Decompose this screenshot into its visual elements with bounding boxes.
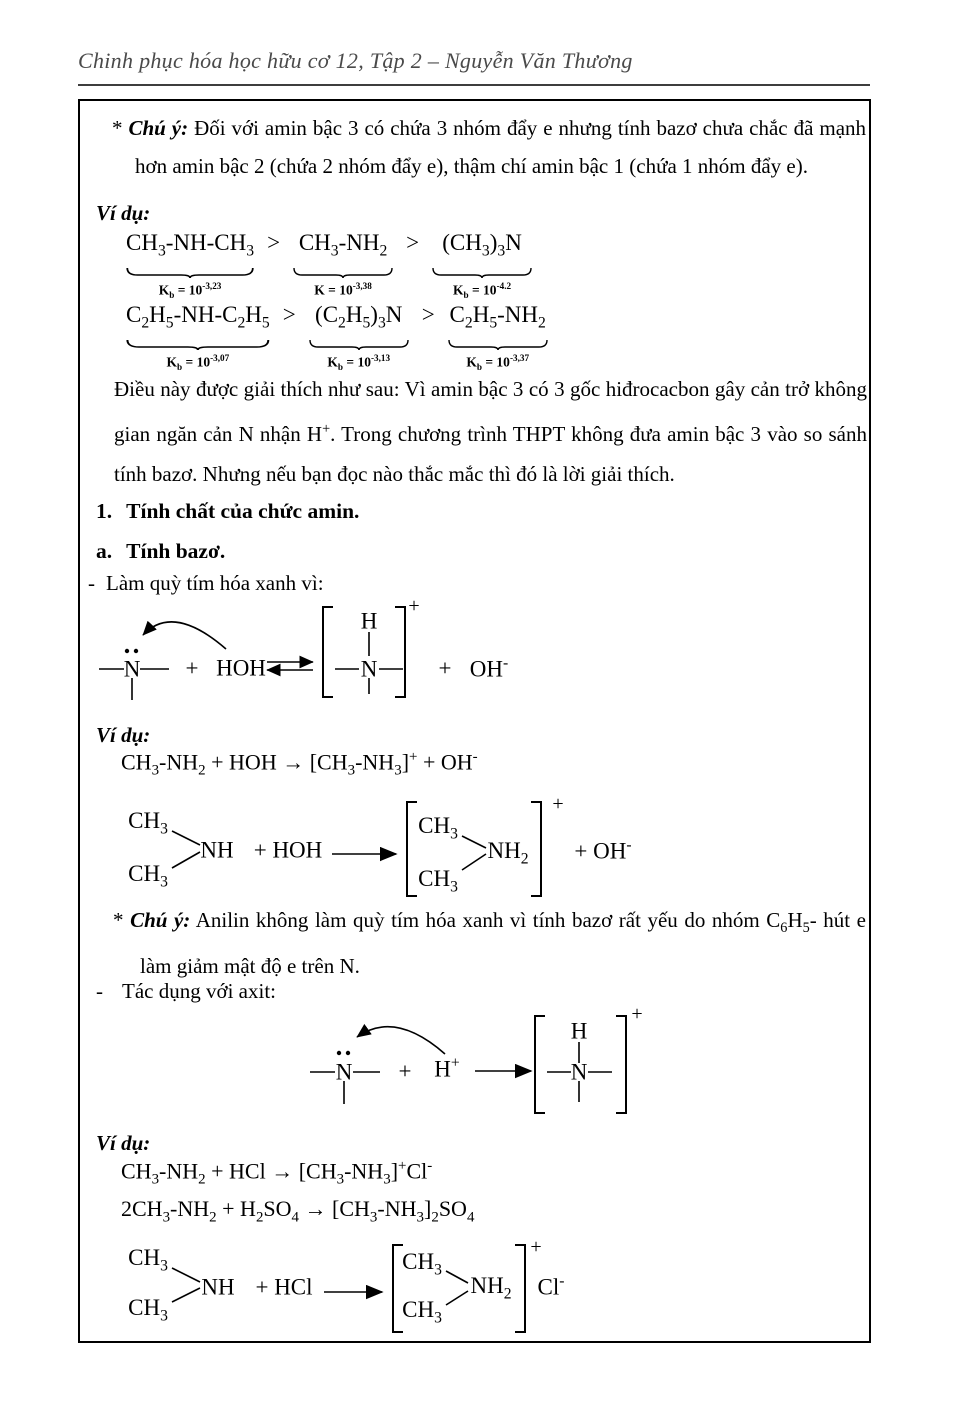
compound-group [126,301,270,372]
compound-group [309,301,409,372]
greater-than-sign: > [406,230,420,255]
note-label: Chú ý: [128,116,189,140]
right-bracket [531,801,542,897]
greater-than-sign: > [421,302,435,327]
kb-value: $K_b = 10^{-3,07}$ [166,352,230,372]
structure-diagram-hcl [81,1236,866,1336]
header-divider [78,84,870,86]
bullet-marker: - [96,979,103,1003]
bullet-quy-tim [88,571,324,596]
left-bracket [322,606,333,698]
methyl-group: $CH_3$ [128,1294,168,1325]
underbrace [126,339,270,351]
greater-than-sign: > [267,230,281,255]
nh-group: NH [201,1274,235,1300]
greater-than-sign: > [282,302,296,327]
left-bracket [406,801,417,897]
bullet-marker: - [88,571,95,595]
methyl-group: $CH_3$ [418,865,458,896]
methyl-group: $CH_3$ [418,812,458,843]
methyl-group: $CH_3$ [128,860,168,891]
note-anilin [96,901,866,985]
compound-group [448,301,548,372]
basicity-comparison-row-1 [126,229,532,300]
structure-hoh-graphics [81,793,866,901]
section-heading-1a [96,539,225,564]
nitrogen-atom: N [335,1059,353,1085]
equation-hcl: $CH_3-NH_2$ + HCl → $[CH_3-NH_3]^+Cl^-$ [121,1158,433,1188]
note-marker: * [112,116,123,140]
kb-value: $K_b = 10^{-4.2}$ [452,280,512,300]
underbrace [309,339,409,351]
right-bracket [515,1244,526,1333]
underbrace [126,267,254,279]
plus-hoh: + HOH [253,837,323,863]
kb-value: $K = 10^{-3,38}$ [314,280,372,298]
chloride-label: Cl- [537,1272,565,1300]
mechanism-acid-graphics [81,1003,866,1133]
water-label: HOH [216,655,266,681]
compound-group [293,229,393,298]
nitrogen-atom: N [570,1059,588,1085]
nh-group: NH [200,837,234,863]
plus-sign: + [398,1058,412,1084]
example-label-1: Ví dụ: [96,201,151,225]
methyl-group: $CH_3$ [402,1296,442,1327]
content-box [78,99,871,1343]
hydrogen-atom: H [570,1018,588,1044]
right-bracket [395,606,406,698]
compound-group [432,229,532,300]
right-bracket [616,1015,627,1114]
kb-value: $K_b = 10^{-3,13}$ [327,352,391,372]
compound-formula: $C_2H_5-NH-C_2H_5$ [126,302,270,332]
example-label-3: Ví dụ: [96,1131,151,1155]
note-marker: * [113,908,124,932]
kb-value: $K_b = 10^{-3,37}$ [466,352,530,372]
equation-hoh: $CH_3-NH_2$ + HOH → $[CH_3-NH_3]^+ + OH^-$ [121,749,478,779]
underbrace [448,339,548,351]
compound-formula: $C_2H_5-NH_2$ [449,302,546,332]
plus-hydroxide: + OH- [574,836,632,864]
positive-charge: + [552,793,564,815]
underbrace [293,267,393,279]
proton-label: H+ [434,1054,460,1082]
structure-diagram-hoh [81,793,866,901]
section-title: Tính chất của chức amin. [126,499,360,523]
kb-value: $K_b = 10^{-3,23}$ [158,280,222,300]
example-label-2: Ví dụ: [96,723,151,747]
compound-formula: $(C_2H_5)_3N$ [315,302,403,332]
note-text: Đối với amin bậc 3 có chứa 3 nhóm đẩy e nhưng tính bazơ chưa chắc đã mạnh hơn amin bậc 2 (chứa 2 nhóm đẩy e), thậm chí amin bậc 1 (chứa 1 nhóm đẩy e). [135,116,867,178]
section-title: Tính bazơ. [126,539,226,563]
methyl-group: $CH_3$ [128,807,168,838]
explanation-paragraph: Điều này được giải thích như sau: Vì amin bậc 3 có 3 gốc hiđrocacbon gây cản trở không gian ngăn cản N nhận H+. Trong chương trình THPT không đưa amin bậc 3 vào so sánh tính bazơ. Nhưng nếu bạn đọc nào thắc mắc thì đó là lời giải thích. [114,377,867,486]
curved-electron-arrow [357,1027,445,1054]
bullet-axit [96,979,276,1004]
hydroxide-label: OH- [469,654,509,682]
curved-electron-arrow [143,622,226,649]
nh2-group: $NH_2$ [470,1272,512,1303]
note-amine-tertiary [96,109,866,185]
underbrace [432,267,532,279]
methyl-group: $CH_3$ [402,1248,442,1279]
compound-group [126,229,254,300]
section-number: 1. [96,499,113,523]
plus-sign: + [185,655,199,681]
note-label: Chú ý: [130,908,191,932]
methyl-group: $CH_3$ [128,1244,168,1275]
section-number: a. [96,539,113,563]
equation-h2so4: $2CH_3-NH_2 + H_2SO_4 \to [CH_3-NH_3]_2SO_4$ [121,1196,475,1226]
nitrogen-atom: N [123,656,141,682]
compound-formula: $(CH_3)_3N$ [442,230,522,260]
section-heading-1 [96,499,359,524]
page-header-title: Chinh phục hóa học hữu cơ 12, Tập 2 – Nguyễn Văn Thương [78,48,633,73]
positive-charge: + [530,1236,542,1258]
nitrogen-atom: N [360,656,378,682]
positive-charge: + [631,1003,643,1025]
basicity-comparison-row-2 [126,301,548,372]
plus-hcl: + HCl [255,1274,313,1300]
plus-sign: + [438,655,452,681]
mechanism-diagram-acid [81,1003,866,1133]
hydrogen-atom: H [360,608,378,634]
bullet-text: Làm quỳ tím hóa xanh vì: [106,571,324,595]
bullet-text: Tác dụng với axit: [122,979,276,1003]
positive-charge: + [408,595,420,617]
note-text: Anilin không làm quỳ tím hóa xanh vì tính bazơ rất yếu do nhóm $C_6H_5-$ hút e làm giảm mật độ e trên N. [140,908,867,979]
nh2-group: $NH_2$ [487,837,529,868]
compound-formula: $CH_3-NH-CH_3$ [126,230,255,260]
left-bracket [534,1015,545,1114]
compound-formula: $CH_3-NH_2$ [298,230,388,260]
mechanism-diagram-hoh [81,595,866,721]
